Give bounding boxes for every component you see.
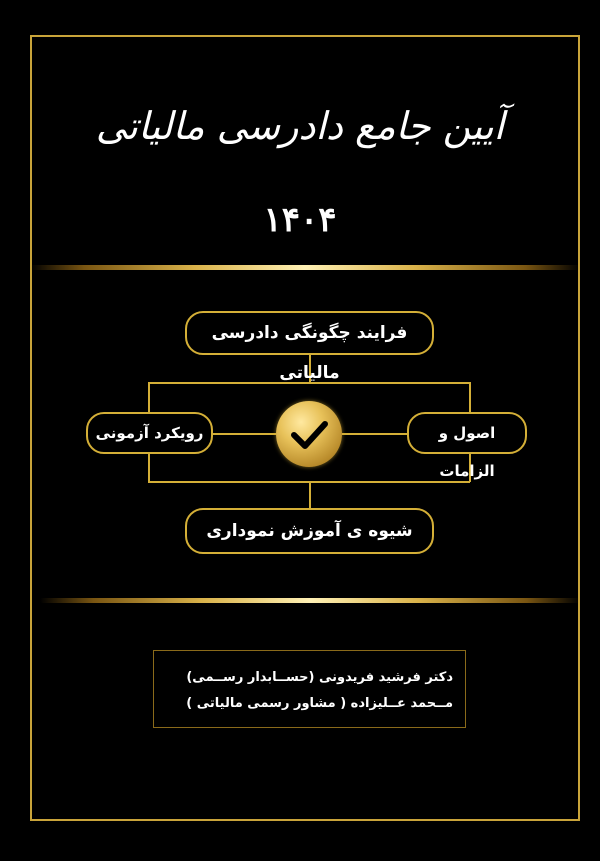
diagram-box-left: رویکرد آزمونی [86, 412, 213, 454]
book-title: آیین جامع دادرسی مالیاتی [95, 104, 505, 148]
connector-middle-right [342, 433, 407, 435]
diagram-box-right: اصول و الزامات [407, 412, 527, 454]
diagram-box-top: فرایند چگونگی دادرسی مالیاتی [185, 311, 434, 355]
gold-divider-bottom [40, 598, 580, 603]
checkmark-icon [276, 401, 342, 467]
author-line-1: دکتر فرشید فریدونی (حســابدار رســمی) [186, 670, 453, 685]
diagram-box-bottom: شیوه ی آموزش نموداری [185, 508, 434, 554]
author-line-2: مــحمد عــلیزاده ( مشاور رسمی مالیاتی ) [186, 696, 453, 711]
connector-left-upper [148, 382, 150, 412]
gold-divider-top [30, 265, 580, 270]
connector-right-upper [469, 382, 471, 412]
connector-middle-left [213, 433, 276, 435]
authors-box [153, 650, 466, 728]
connector-left-lower [148, 454, 150, 482]
book-year: ۱۴۰۴ [263, 200, 337, 240]
connector-bottom-vertical [309, 481, 311, 508]
